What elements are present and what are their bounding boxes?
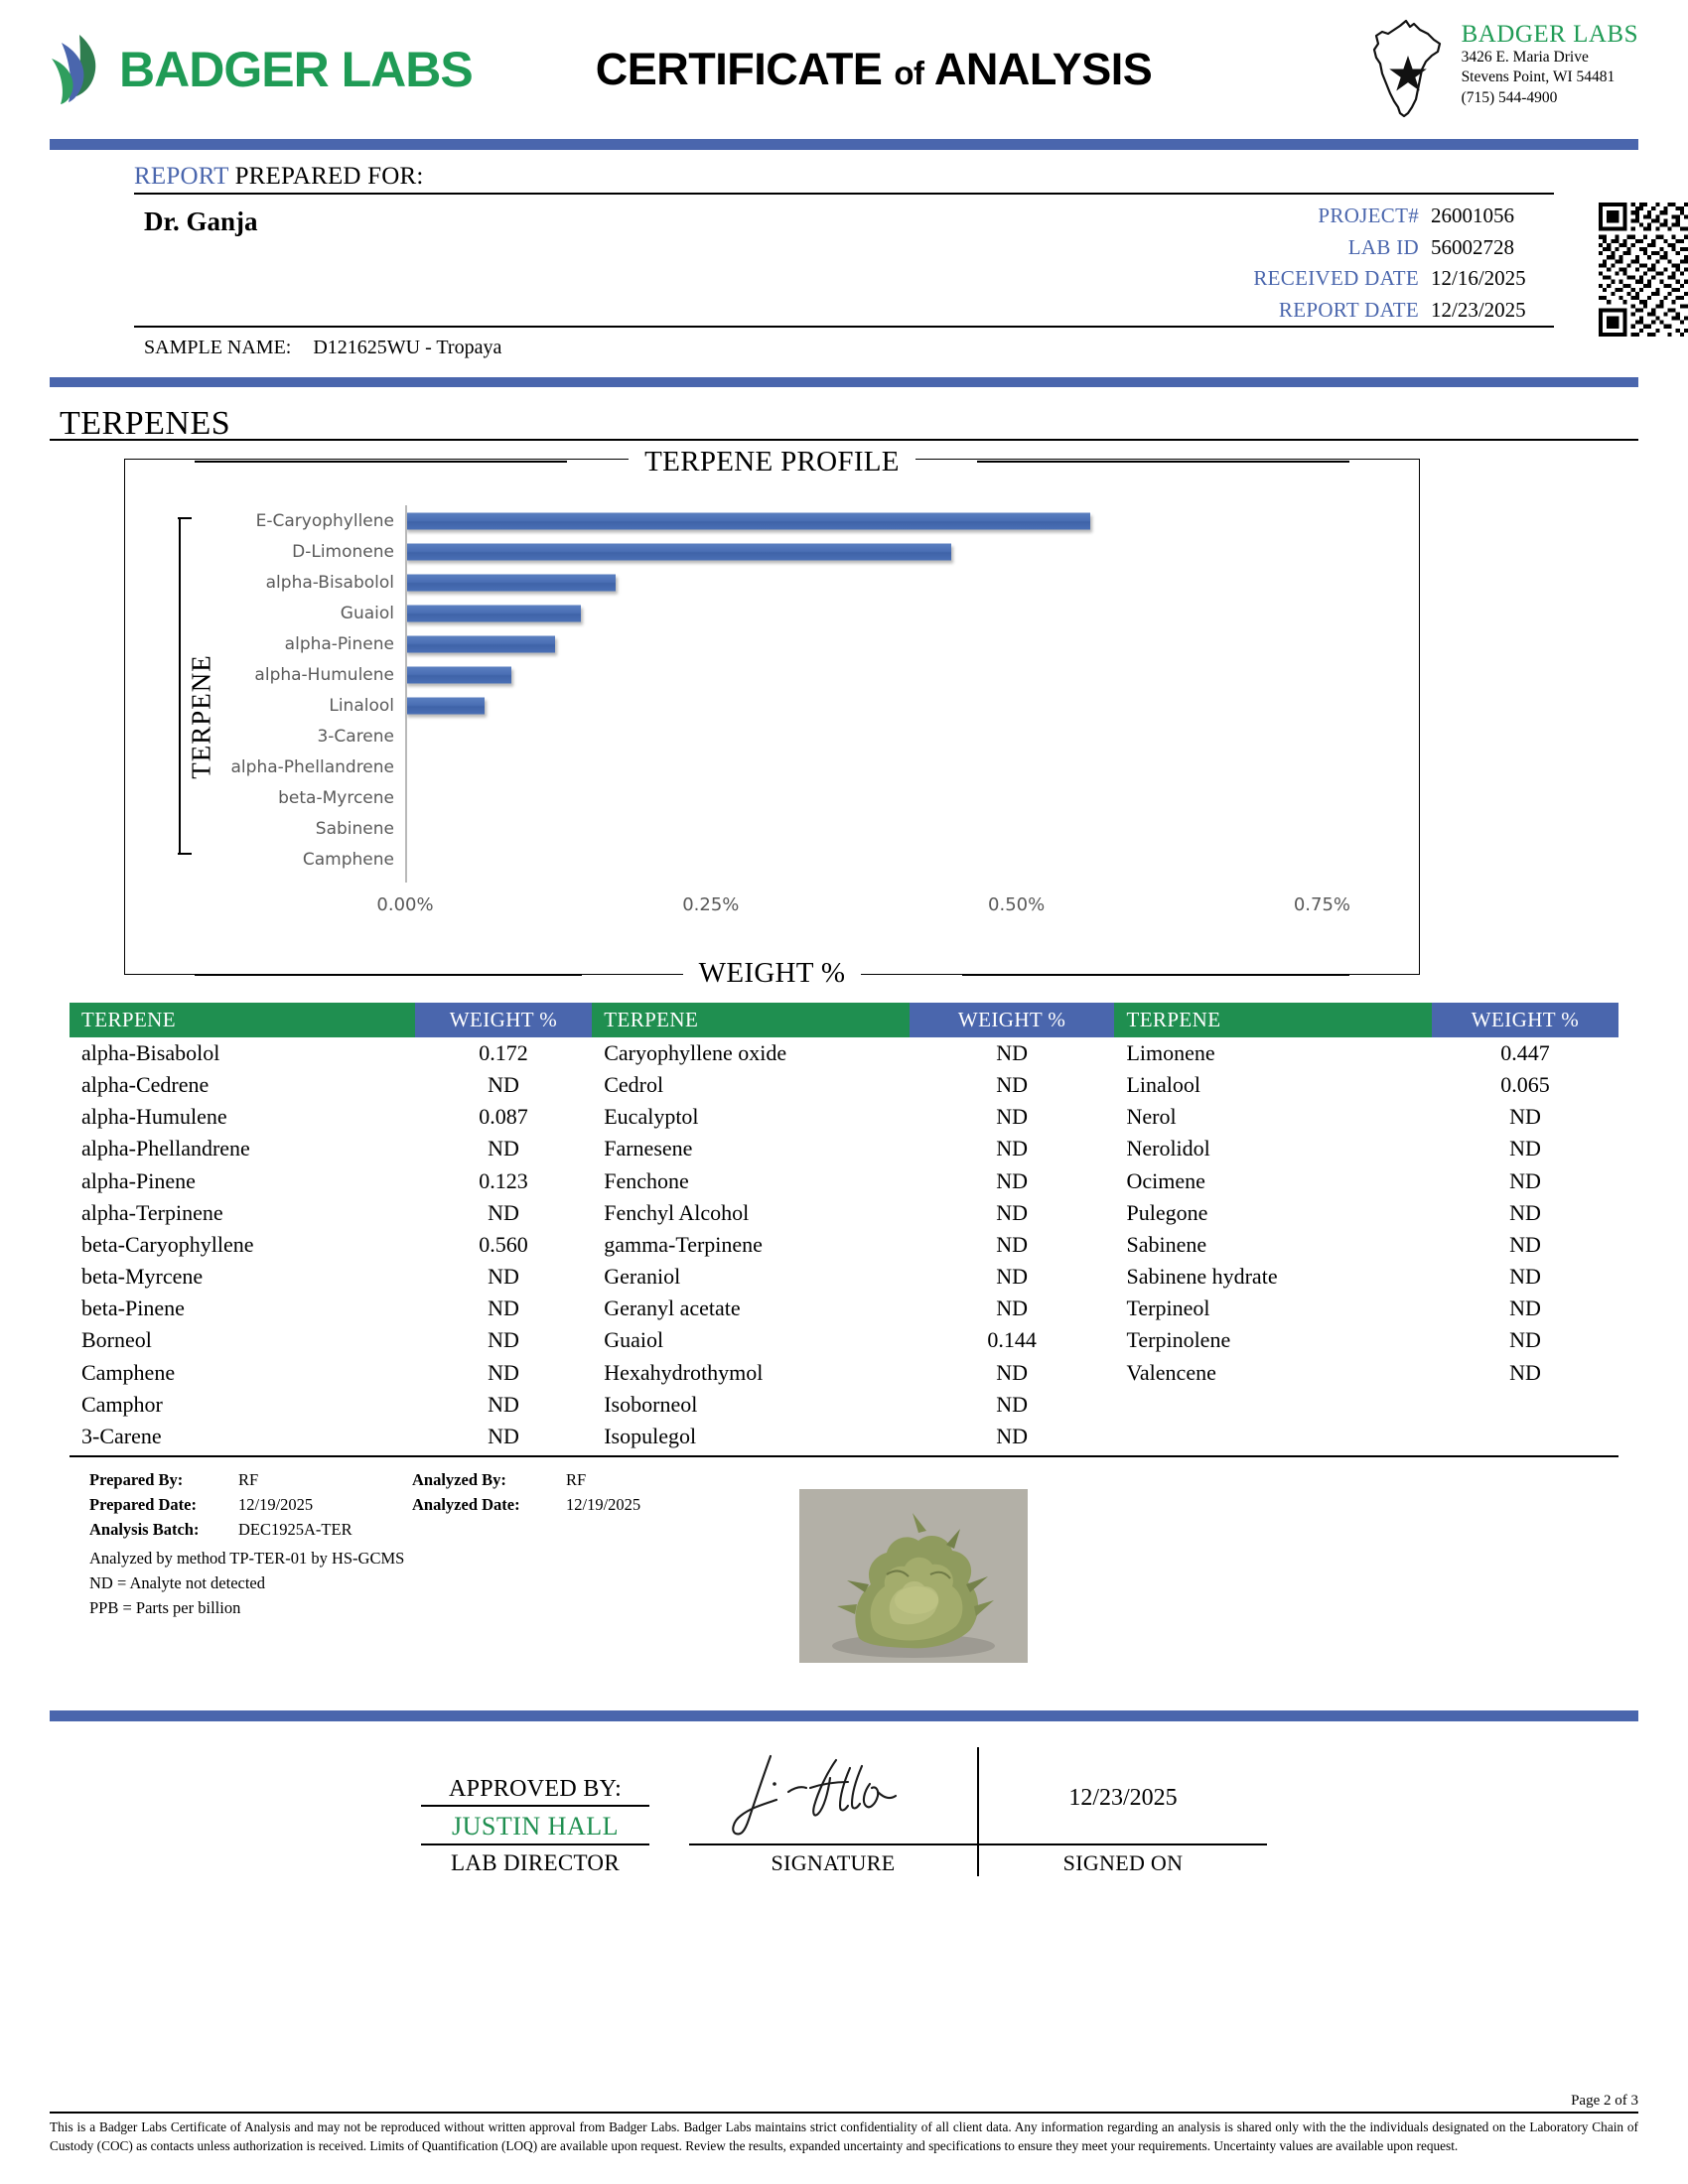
meta-value-lab-id: 56002728: [1431, 234, 1514, 259]
table-header-row: [70, 1003, 1618, 1037]
cell-weight-value: 0.087: [479, 1104, 528, 1130]
cell-terpene-name: Eucalyptol: [604, 1104, 699, 1130]
cell-terpene-name: alpha-Pinene: [81, 1167, 196, 1193]
cell-weight-value: ND: [996, 1072, 1028, 1098]
signature-label: SIGNATURE: [771, 1850, 896, 1876]
table-row: [70, 1357, 1618, 1389]
th-terpene-1: TERPENE: [70, 1003, 415, 1037]
chart-bar-row: [216, 844, 1383, 875]
chart-xtitle-line-left: [195, 974, 582, 976]
signature-column: [689, 1752, 977, 1876]
cell-weight-value: ND: [488, 1264, 519, 1290]
cell-terpene-name: alpha-Bisabolol: [81, 1040, 220, 1065]
lab-street: 3426 E. Maria Drive: [1461, 48, 1589, 66]
chart-category-label: Camphene: [302, 849, 394, 870]
chart-bar-row: [216, 782, 1383, 813]
page-footer: [0, 2093, 1688, 2156]
signed-on-label: SIGNED ON: [1062, 1850, 1184, 1876]
cell-terpene-name: gamma-Terpinene: [604, 1231, 763, 1257]
title-word-of: of: [894, 55, 924, 91]
chart-bar-track: [405, 505, 1383, 536]
value-prepared-date: 12/19/2025: [238, 1495, 314, 1515]
cell-terpene-name: alpha-Humulene: [81, 1104, 227, 1130]
cell-terpene-name: Geranyl acetate: [604, 1296, 741, 1321]
meta-value-received-date: 12/16/2025: [1431, 266, 1526, 290]
signature-image: [689, 1752, 977, 1843]
label-analyzed-date: Analyzed Date:: [412, 1495, 520, 1515]
meta-row-lab-id: [1348, 232, 1553, 264]
approver-role: LAB DIRECTOR: [451, 1850, 620, 1876]
chart-bar: [405, 666, 511, 683]
cell-weight-value: ND: [996, 1167, 1028, 1193]
cell-terpene-name: Nerol: [1126, 1104, 1177, 1130]
chart-x-axis-title-wrap: [125, 957, 1419, 990]
footer-rule: [50, 2112, 1638, 2114]
terpene-results-table-wrap: [70, 1003, 1618, 1457]
chart-bar: [405, 605, 581, 621]
chart-bar-row: [216, 536, 1383, 567]
cell-weight-value: ND: [488, 1199, 519, 1225]
label-analysis-batch: Analysis Batch:: [89, 1520, 200, 1540]
cell-weight-value: ND: [1509, 1296, 1541, 1321]
table-row: [70, 1101, 1618, 1133]
terpene-results-table: [70, 1003, 1618, 1452]
cell-terpene-name: Geraniol: [604, 1264, 681, 1290]
cell-terpene-name: Valencene: [1126, 1359, 1216, 1385]
cell-weight-value: ND: [996, 1296, 1028, 1321]
cell-terpene-name: Ocimene: [1126, 1167, 1205, 1193]
cell-weight-value: ND: [1509, 1231, 1541, 1257]
qr-code-icon[interactable]: [1599, 203, 1688, 337]
table-bottom-rule: [70, 1455, 1618, 1457]
client-name: Dr. Ganja: [144, 206, 258, 236]
value-prepared-by: RF: [238, 1470, 259, 1490]
meta-label-project: PROJECT#: [1318, 204, 1419, 227]
th-weight-2: WEIGHT %: [910, 1003, 1115, 1037]
cell-weight-value: ND: [996, 1359, 1028, 1385]
chart-bar: [405, 697, 485, 714]
table-row: [70, 1293, 1618, 1324]
cell-weight-value: [1432, 1421, 1618, 1452]
cell-terpene-name: alpha-Phellandrene: [81, 1136, 250, 1161]
chart-category-label: D-Limonene: [292, 541, 394, 562]
note-ppb-legend: PPB = Parts per billion: [89, 1598, 241, 1618]
meta-label-received-date: RECEIVED DATE: [1253, 266, 1419, 290]
th-terpene-2: TERPENE: [592, 1003, 910, 1037]
cell-terpene-name: Camphor: [81, 1391, 163, 1417]
chart-y-axis-line: [405, 505, 407, 883]
sample-name-row: [134, 328, 1554, 363]
table-body: [70, 1037, 1618, 1452]
page-header: [0, 0, 1688, 139]
chart-bar-track: [405, 721, 1383, 751]
report-meta-table: [571, 195, 1554, 326]
cell-weight-value: ND: [1509, 1104, 1541, 1130]
cell-weight-value: 0.447: [1500, 1040, 1550, 1065]
cell-terpene-name: beta-Myrcene: [81, 1264, 204, 1290]
chart-xtitle-line-right: [962, 974, 1349, 976]
cell-terpene-name: alpha-Cedrene: [81, 1072, 210, 1098]
cell-weight-value: ND: [1509, 1359, 1541, 1385]
chart-x-tick: 0.25%: [682, 894, 740, 915]
prepared-for-word-report: REPORT: [134, 163, 229, 190]
label-analyzed-by: Analyzed By:: [412, 1470, 506, 1490]
chart-y-axis-title: TERPENE: [186, 654, 216, 779]
chart-category-label: alpha-Pinene: [284, 633, 394, 654]
chart-x-tick: 0.00%: [376, 894, 434, 915]
cell-terpene-name: Hexahydrothymol: [604, 1359, 764, 1385]
chart-bar-track: [405, 782, 1383, 813]
chart-title-wrap: [125, 446, 1419, 478]
cell-terpene-name: [1114, 1389, 1432, 1421]
table-row: [70, 1324, 1618, 1356]
signed-on-column: [979, 1752, 1267, 1876]
note-nd-legend: ND = Analyte not detected: [89, 1573, 266, 1593]
sample-name-label: SAMPLE NAME:: [144, 337, 292, 358]
badger-leaf-logo-icon: [50, 33, 105, 106]
chart-bar-track: [405, 751, 1383, 782]
report-info-section: [0, 163, 1688, 363]
chart-category-label: Guaiol: [340, 603, 394, 623]
chart-bar-row: [216, 505, 1383, 536]
chart-bar-track: [405, 690, 1383, 721]
meta-value-project: 26001056: [1431, 204, 1514, 227]
lab-address-block: [1261, 18, 1638, 122]
cell-weight-value: ND: [1509, 1264, 1541, 1290]
cell-terpene-name: Nerolidol: [1126, 1136, 1210, 1161]
cell-weight-value: ND: [488, 1296, 519, 1321]
value-analyzed-date: 12/19/2025: [566, 1495, 641, 1515]
th-weight-1: WEIGHT %: [415, 1003, 593, 1037]
label-prepared-by: Prepared By:: [89, 1470, 184, 1490]
cell-terpene-name: Sabinene: [1126, 1231, 1207, 1257]
approved-by-label: APPROVED BY:: [421, 1776, 649, 1807]
cell-terpene-name: beta-Caryophyllene: [81, 1231, 254, 1257]
cell-terpene-name: Caryophyllene oxide: [604, 1040, 787, 1065]
table-row: [70, 1229, 1618, 1261]
analysis-notes-zone: [70, 1467, 1618, 1681]
cell-terpene-name: Cedrol: [604, 1072, 664, 1098]
section-title: TERPENES: [60, 405, 231, 442]
table-row: [70, 1037, 1618, 1069]
cell-terpene-name: Guaiol: [604, 1327, 664, 1353]
chart-bar-track: [405, 813, 1383, 844]
cell-weight-value: ND: [996, 1040, 1028, 1065]
chart-plot-area: [216, 505, 1383, 883]
chart-category-label: alpha-Humulene: [254, 664, 394, 685]
title-word-certificate: CERTIFICATE: [595, 44, 883, 94]
chart-bar-track: [405, 628, 1383, 659]
meta-label-lab-id: LAB ID: [1347, 234, 1419, 259]
table-row: [70, 1197, 1618, 1229]
chart-bar-row: [216, 659, 1383, 690]
table-row: [70, 1133, 1618, 1164]
cell-weight-value: ND: [488, 1391, 519, 1417]
cell-weight-value: ND: [996, 1423, 1028, 1448]
footer-disclaimer: This is a Badger Labs Certificate of Analysis and may not be reproduced without written approval from Badger Labs. Badger Labs maintains strict confidentiality of all client data. Any information regarding an analysis is shared only with the the individuals designated on the Laboratory Chain of Custody (COC) as contacts unless authorization is received. Limits of Quantification (LOQ) are available upon request. Review the results, expanded uncertainty and specifications to ensure they meet your requirements. Uncertainty values are available upon request.: [50, 2119, 1638, 2154]
lab-phone: (715) 544-4900: [1461, 88, 1558, 106]
chart-title: TERPENE PROFILE: [629, 446, 915, 478]
wisconsin-map-icon: [1360, 18, 1450, 122]
chart-bar-track: [405, 598, 1383, 628]
cell-weight-value: ND: [1509, 1136, 1541, 1161]
chart-category-label: beta-Myrcene: [278, 787, 394, 808]
sample-name-value: D121625WU - Tropaya: [313, 337, 502, 358]
value-analyzed-by: RF: [566, 1470, 587, 1490]
cell-terpene-name: alpha-Terpinene: [81, 1199, 223, 1225]
value-analysis-batch: DEC1925A-TER: [238, 1520, 352, 1540]
meta-label-report-date: REPORT DATE: [1278, 297, 1419, 322]
cell-terpene-name: Terpinolene: [1126, 1327, 1231, 1353]
cell-weight-value: ND: [996, 1136, 1028, 1161]
chart-category-label: alpha-Phellandrene: [230, 756, 394, 777]
chart-category-label: E-Caryophyllene: [255, 510, 394, 531]
chart-category-label: 3-Carene: [317, 726, 394, 747]
cell-weight-value: ND: [1509, 1167, 1541, 1193]
cell-weight-value: ND: [1509, 1199, 1541, 1225]
sample-photo: [799, 1489, 1028, 1663]
cell-weight-value: 0.123: [479, 1167, 528, 1193]
report-body: [134, 195, 1554, 326]
cell-terpene-name: Terpineol: [1126, 1296, 1210, 1321]
meta-row-report-date: [1279, 295, 1553, 327]
chart-x-tick-labels: [216, 894, 1383, 922]
chart-bar: [405, 635, 555, 652]
cell-weight-value: ND: [996, 1391, 1028, 1417]
chart-title-line-right: [977, 461, 1349, 463]
cell-weight-value: ND: [996, 1264, 1028, 1290]
chart-bar: [405, 574, 616, 591]
chart-y-axis-bracket: [179, 517, 181, 855]
chart-category-label: Linalool: [329, 695, 394, 716]
lab-city-state-zip: Stevens Point, WI 54481: [1461, 68, 1616, 86]
brand-logo: [50, 33, 516, 106]
lab-address-lines: [1462, 18, 1638, 109]
cell-terpene-name: Limonene: [1126, 1040, 1215, 1065]
cell-terpene-name: Fenchone: [604, 1167, 689, 1193]
table-row: [70, 1069, 1618, 1101]
table-row: [70, 1389, 1618, 1421]
chart-x-tick: 0.50%: [988, 894, 1046, 915]
cell-terpene-name: [1114, 1421, 1432, 1452]
cell-weight-value: ND: [488, 1136, 519, 1161]
page-title: [487, 44, 1261, 95]
cell-weight-value: 0.172: [479, 1040, 528, 1065]
prepared-for-heading: [50, 163, 1638, 191]
section-title-rule: [50, 439, 1638, 441]
table-row: [70, 1165, 1618, 1197]
approver-name: JUSTIN HALL: [421, 1807, 649, 1845]
section-divider-bar: [50, 377, 1638, 387]
approval-divider-bar: [50, 1710, 1638, 1721]
signed-date-value: 12/23/2025: [1068, 1784, 1178, 1811]
cell-terpene-name: Farnesene: [604, 1136, 693, 1161]
chart-bar-track: [405, 567, 1383, 598]
cell-weight-value: 0.065: [1500, 1072, 1550, 1098]
chart-bar-row: [216, 751, 1383, 782]
terpene-profile-chart: [124, 446, 1420, 989]
chart-bar-row: [216, 813, 1383, 844]
cell-terpene-name: Isopulegol: [604, 1423, 697, 1448]
meta-row-project: [1318, 201, 1553, 232]
chart-bar-track: [405, 659, 1383, 690]
chart-category-label: alpha-Bisabolol: [265, 572, 394, 593]
cell-weight-value: 0.560: [479, 1231, 528, 1257]
page-number: Page 2 of 3: [1571, 2093, 1638, 2110]
note-method: Analyzed by method TP-TER-01 by HS-GCMS: [89, 1549, 405, 1569]
lab-name: BADGER LABS: [1461, 20, 1638, 48]
cell-terpene-name: Sabinene hydrate: [1126, 1264, 1278, 1290]
cell-terpene-name: Isoborneol: [604, 1391, 698, 1417]
cell-weight-value: ND: [488, 1072, 519, 1098]
chart-bar-row: [216, 567, 1383, 598]
chart-bar-track: [405, 536, 1383, 567]
chart-x-axis-title: WEIGHT %: [683, 957, 862, 989]
meta-row-received-date: [1253, 263, 1553, 295]
label-prepared-date: Prepared Date:: [89, 1495, 197, 1515]
table-row: [70, 1421, 1618, 1452]
th-weight-3: WEIGHT %: [1432, 1003, 1618, 1037]
title-word-analysis: ANALYSIS: [933, 44, 1153, 94]
cell-terpene-name: Camphene: [81, 1359, 176, 1385]
chart-bar: [405, 543, 951, 560]
cell-terpene-name: Pulegone: [1126, 1199, 1208, 1225]
cell-terpene-name: Borneol: [81, 1327, 152, 1353]
prepared-for-word-rest: PREPARED FOR:: [234, 163, 424, 190]
chart-bar: [405, 512, 1090, 529]
cell-weight-value: ND: [996, 1104, 1028, 1130]
cell-terpene-name: Fenchyl Alcohol: [604, 1199, 750, 1225]
chart-title-line-left: [195, 461, 567, 463]
terpenes-section-heading: [0, 405, 1688, 441]
cell-weight-value: ND: [488, 1359, 519, 1385]
chart-bar-row: [216, 628, 1383, 659]
chart-bar-row: [216, 690, 1383, 721]
cell-terpene-name: beta-Pinene: [81, 1296, 185, 1321]
cell-weight-value: ND: [1509, 1327, 1541, 1353]
cell-weight-value: 0.144: [987, 1327, 1037, 1353]
chart-bar-track: [405, 844, 1383, 875]
cell-terpene-name: Linalool: [1126, 1072, 1201, 1098]
chart-x-tick: 0.75%: [1293, 894, 1351, 915]
cell-weight-value: ND: [996, 1231, 1028, 1257]
header-divider-bar: [50, 139, 1638, 150]
brand-logo-text: BADGER LABS: [119, 42, 473, 97]
cell-terpene-name: 3-Carene: [81, 1423, 162, 1448]
approval-section: [0, 1747, 1688, 1876]
cell-weight-value: ND: [488, 1327, 519, 1353]
cell-weight-value: ND: [996, 1199, 1028, 1225]
cell-weight-value: ND: [488, 1423, 519, 1448]
meta-value-report-date: 12/23/2025: [1431, 297, 1526, 322]
chart-bar-row: [216, 721, 1383, 751]
approved-by-column: [421, 1776, 649, 1876]
chart-bar-row: [216, 598, 1383, 628]
chart-category-label: Sabinene: [315, 818, 394, 839]
table-row: [70, 1261, 1618, 1293]
cell-weight-value: [1432, 1389, 1618, 1421]
th-terpene-3: TERPENE: [1114, 1003, 1432, 1037]
